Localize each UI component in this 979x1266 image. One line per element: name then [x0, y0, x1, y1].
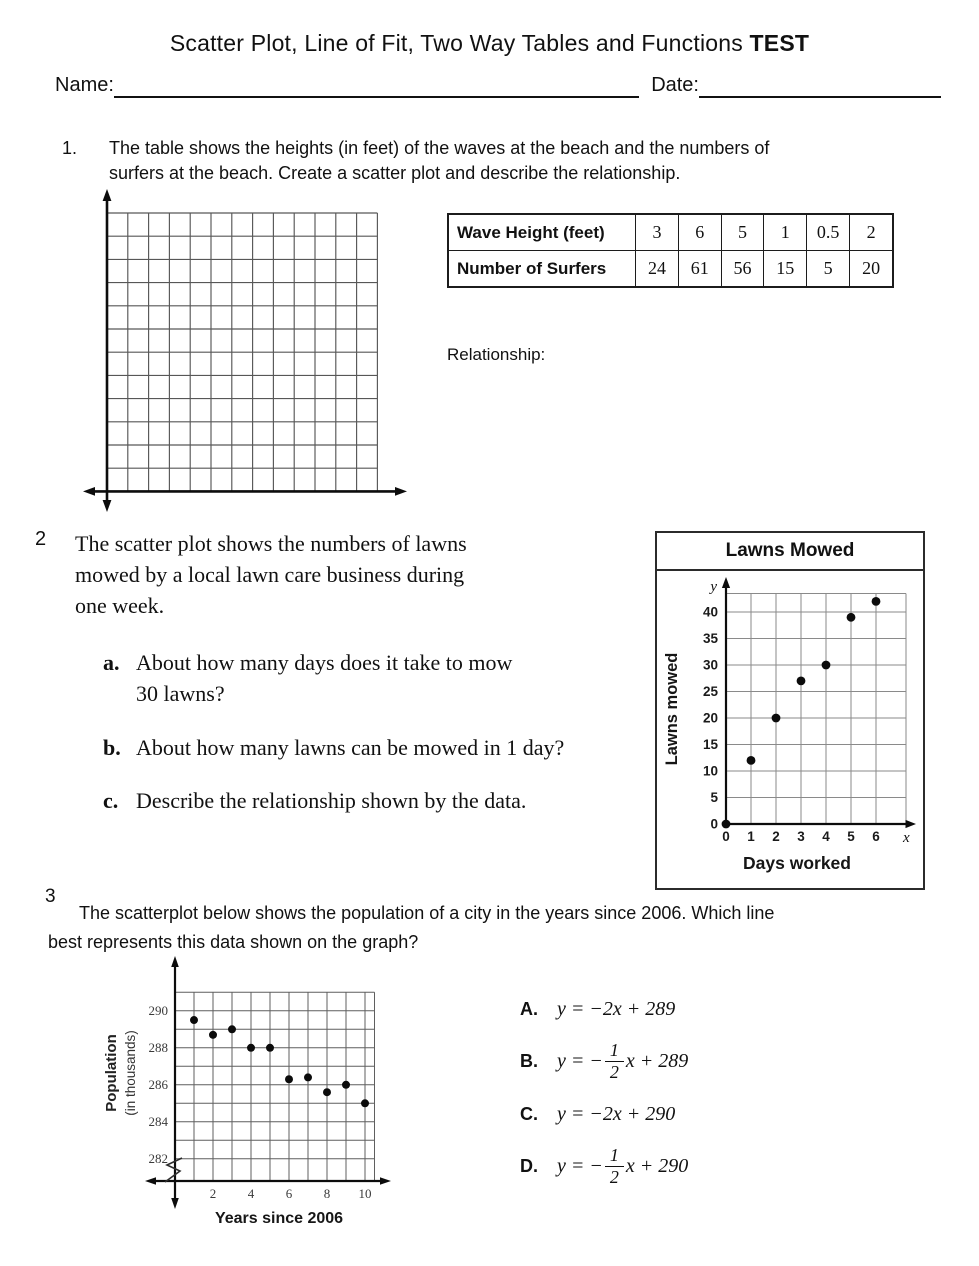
x-axis-letter: x [903, 830, 910, 846]
blank-scatter-grid[interactable] [78, 186, 414, 518]
cell: 3 [636, 214, 679, 251]
y-tick-label: 35 [702, 631, 718, 646]
y-tick-label: 286 [148, 1076, 168, 1092]
question3-text-line2: best represents this data shown on the graph? [48, 932, 419, 952]
choice-equation [557, 1041, 688, 1083]
x-axis-left-arrow-icon [83, 487, 95, 496]
data-point [285, 1075, 293, 1083]
equation-lead: y = − [557, 1050, 603, 1073]
y-tick-label: 25 [702, 684, 718, 699]
x-axis-label: Years since 2006 [214, 1210, 344, 1227]
page-title-main: Scatter Plot, Line of Fit, Two Way Tables and Functions [169, 30, 750, 56]
fraction [605, 1041, 624, 1083]
choice-b[interactable] [520, 1041, 688, 1083]
question2-number: 2 [35, 528, 47, 550]
y-tick-label: 5 [710, 790, 718, 805]
y-tick-label: 30 [702, 657, 718, 673]
x-tick-label: 6 [872, 829, 880, 844]
table-row [448, 251, 893, 288]
x-tick-label: 3 [797, 829, 805, 844]
question2 [35, 528, 645, 816]
choice-equation [557, 1146, 688, 1188]
equation-tail: x + 289 [625, 1050, 689, 1073]
data-point [772, 714, 781, 723]
choice-a[interactable] [520, 998, 688, 1021]
choice-letter: C. [520, 1103, 538, 1124]
question3-text-line1: The scatterplot below shows the population of a city in the years since 2006. Which line [79, 903, 775, 923]
cell: 15 [764, 251, 807, 288]
x-tick-label: 10 [358, 1186, 372, 1201]
y-axis-down-arrow-icon [171, 1198, 179, 1209]
data-point [228, 1025, 236, 1033]
data-layer [149, 1003, 372, 1201]
y-axis-label-line1: Population [103, 1034, 120, 1112]
data-point [190, 1016, 198, 1024]
question1-text-line2: surfers at the beach. Create a scatter plot and describe the relationship. [109, 163, 681, 183]
equation-lead: y = − [557, 1155, 603, 1178]
cell: 56 [721, 251, 764, 288]
question2-part-c [103, 785, 645, 816]
grid-lines-layer [726, 593, 906, 824]
cell: 0.5 [807, 214, 850, 251]
y-axis-up-arrow-icon [103, 189, 112, 201]
fraction-denominator: 2 [605, 1166, 624, 1187]
question1-text-line1: The table shows the heights (in feet) of the waves at the beach and the numbers of [109, 138, 770, 158]
data-point [323, 1088, 331, 1096]
part-b-text: About how many lawns can be mowed in 1 day? [136, 735, 565, 760]
data-point [342, 1081, 350, 1089]
data-layer [703, 597, 880, 844]
x-tick-label: 8 [323, 1186, 331, 1201]
question2-part-b [103, 732, 645, 763]
wave-surfers-table [447, 213, 894, 288]
question1 [62, 136, 882, 186]
lawns-mowed-scatter-plot [657, 571, 919, 888]
cell: 2 [850, 214, 893, 251]
y-tick-label: 10 [702, 763, 718, 779]
choice-letter: B. [520, 1051, 538, 1072]
y-tick-label: 290 [148, 1002, 168, 1018]
x-axis-right-arrow-icon [380, 1177, 391, 1184]
data-point [722, 820, 731, 829]
part-a-line1: About how many days does it take to mow [136, 650, 513, 675]
x-axis-arrow-icon [906, 820, 917, 828]
row-header: Wave Height (feet) [448, 214, 636, 251]
cell: 20 [850, 251, 893, 288]
data-point [361, 1099, 369, 1107]
x-tick-label: 5 [847, 829, 855, 844]
y-tick-label: 20 [702, 710, 718, 726]
part-c-label: c. [103, 788, 119, 813]
data-point [247, 1044, 255, 1052]
part-a-label: a. [103, 650, 120, 675]
row-header: Number of Surfers [448, 251, 636, 288]
question2-text [75, 528, 467, 621]
lawns-chart-title: Lawns Mowed [657, 533, 923, 571]
y-tick-label: 15 [702, 737, 718, 752]
x-tick-label: 0 [722, 829, 730, 844]
date-label: Date: [651, 74, 699, 96]
y-axis-arrow-icon [722, 577, 730, 588]
y-tick-label: 284 [148, 1113, 168, 1129]
cell: 61 [678, 251, 721, 288]
x-tick-label: 4 [247, 1186, 255, 1201]
question1-number: 1. [62, 138, 78, 158]
choice-letter: A. [520, 999, 538, 1019]
y-axis-label-line2: (in thousands) [123, 1030, 138, 1116]
name-label: Name: [55, 74, 114, 96]
choice-d[interactable] [520, 1146, 688, 1188]
question2-text-line3: one week. [75, 593, 165, 618]
relationship-label: Relationship: [447, 345, 546, 364]
question1-text [109, 136, 769, 186]
population-scatter-plot [95, 955, 415, 1230]
y-tick-label: 282 [148, 1150, 168, 1166]
part-a-text [136, 647, 512, 709]
lawns-mowed-chart-box [655, 531, 925, 890]
choice-equation [557, 998, 675, 1021]
y-axis-up-arrow-icon [171, 956, 179, 967]
choice-letter: D. [520, 1156, 538, 1177]
x-tick-label: 2 [209, 1186, 217, 1201]
y-axis-down-arrow-icon [103, 500, 112, 512]
question2-head [35, 528, 645, 621]
x-axis-right-arrow-icon [395, 487, 407, 496]
equation-lead: y = −2x + 289 [557, 998, 676, 1020]
choice-c[interactable] [520, 1103, 688, 1126]
page-title [0, 30, 979, 57]
page-title-test: TEST [749, 30, 810, 56]
choice-equation [557, 1103, 675, 1126]
data-point [209, 1031, 217, 1039]
data-point [797, 677, 806, 686]
question3-number: 3 [45, 886, 56, 907]
data-point [872, 597, 881, 606]
fraction-numerator: 1 [609, 1144, 619, 1165]
x-tick-label: 4 [822, 829, 830, 844]
x-axis-left-arrow-icon [145, 1177, 156, 1184]
answer-choices [520, 998, 688, 1188]
fraction-numerator: 1 [609, 1040, 619, 1060]
y-axis-letter: y [710, 579, 717, 595]
part-c-text: Describe the relationship shown by the data. [136, 788, 527, 813]
equation-lead: y = −2x + 290 [557, 1102, 676, 1125]
cell: 5 [807, 251, 850, 288]
data-point [266, 1044, 274, 1052]
y-tick-label: 0 [710, 816, 718, 832]
cell: 24 [636, 251, 679, 288]
part-b-label: b. [103, 735, 121, 760]
name-input-line[interactable] [114, 72, 639, 98]
y-tick-label: 288 [148, 1039, 168, 1055]
cell: 1 [764, 214, 807, 251]
question3-text [48, 899, 938, 957]
grid-lines-layer [107, 213, 377, 491]
x-tick-label: 1 [747, 829, 755, 844]
data-point [847, 613, 856, 622]
data-point [304, 1073, 312, 1081]
question2-text-line2: mowed by a local lawn care business during [75, 562, 465, 587]
y-tick-label: 40 [702, 604, 718, 620]
name-date-row [55, 72, 941, 98]
date-input-line[interactable] [699, 72, 941, 98]
question1-right-column [447, 213, 894, 365]
x-tick-label: 2 [772, 829, 780, 844]
x-tick-label: 6 [285, 1186, 293, 1201]
data-point [822, 661, 831, 670]
equation-tail: x + 290 [625, 1155, 689, 1178]
question2-text-line1: The scatter plot shows the numbers of lawns [75, 531, 467, 556]
data-point [747, 756, 756, 765]
part-a-line2: 30 lawns? [136, 681, 225, 706]
fraction-denominator: 2 [605, 1061, 624, 1082]
question2-part-a [103, 647, 645, 709]
y-axis-label: Lawns mowed [663, 652, 681, 766]
x-axis-label: Days worked [743, 853, 851, 873]
table-row [448, 214, 893, 251]
cell: 5 [721, 214, 764, 251]
cell: 6 [678, 214, 721, 251]
fraction [605, 1146, 624, 1188]
